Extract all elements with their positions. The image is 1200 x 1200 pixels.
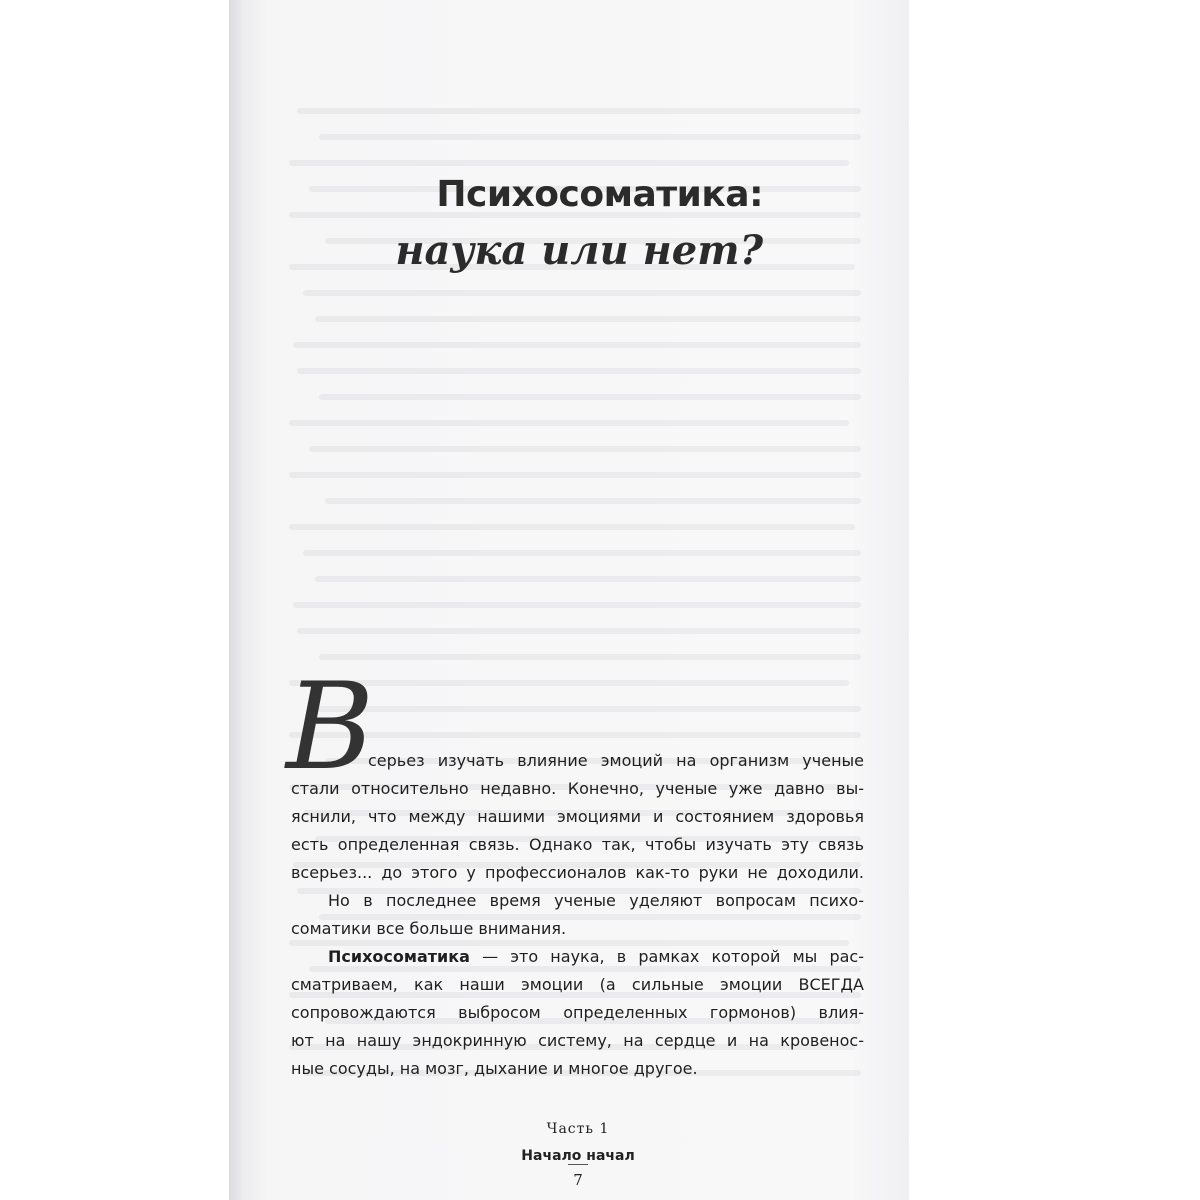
bleed-through-line [309,706,861,712]
body-text-line: соматики все больше внимания. [291,919,567,938]
body-text-line: яснили, что между нашими эмоциями и состоянием здоровья [291,807,864,826]
body-text-line: всерьез... до этого у профессионалов как-то руки не доходили. [291,863,864,882]
body-text-line: сматриваем, как наши эмоции (а сильные эмоции ВСЕГДА [291,975,864,994]
bleed-through-line [315,316,861,322]
bleed-through-line [309,446,861,452]
bleed-through-line [297,628,861,634]
bleed-through-line [289,732,861,738]
bleed-through-line [289,420,849,426]
running-footer-part: Часть 1 [546,1121,610,1137]
chapter-heading-line1: Психосоматика: [436,174,763,215]
bleed-through-line [289,524,855,530]
bleed-through-line [319,134,861,140]
bleed-through-line [293,602,861,608]
bleed-through-line [319,654,861,660]
drop-cap-letter: В [286,658,375,797]
bleed-through-line [319,394,861,400]
body-text-line: ют на нашу эндокринную систему, на сердце и на кровенос- [291,1031,864,1050]
bleed-through-line [303,290,861,296]
body-text-line: ные сосуды, на мозг, дыхание и многое другое. [291,1059,698,1078]
bleed-through-line [297,108,861,114]
bleed-through-line [289,160,849,166]
bleed-through-line [315,576,861,582]
bleed-through-line [303,550,861,556]
bleed-through-line [293,342,861,348]
body-text-line: сопровождаются выбросом определенных гормонов) влия- [291,1003,864,1022]
body-text-fragment: — это наука, в рамках которой мы рас- [469,947,864,966]
page-number: 7 [573,1171,583,1189]
running-footer-title: Начало начал [521,1148,635,1164]
footer-divider [568,1164,588,1165]
chapter-heading-line2: наука или нет? [395,227,763,274]
body-text-line: есть определенная связь. Однако так, чтобы изучать эту связь [291,835,864,854]
body-text-line: серьез изучать влияние эмоций на организм ученые [368,751,864,770]
bold-term: Психосоматика [328,947,470,966]
body-text-line [328,943,864,971]
body-text-line: Но в последнее время ученые уделяют вопросам психо- [328,891,864,910]
bleed-through-line [297,368,861,374]
bleed-through-line [289,472,861,478]
bleed-through-line [325,498,861,504]
body-text-line: стали относительно недавно. Конечно, ученые уже давно вы- [291,779,864,798]
